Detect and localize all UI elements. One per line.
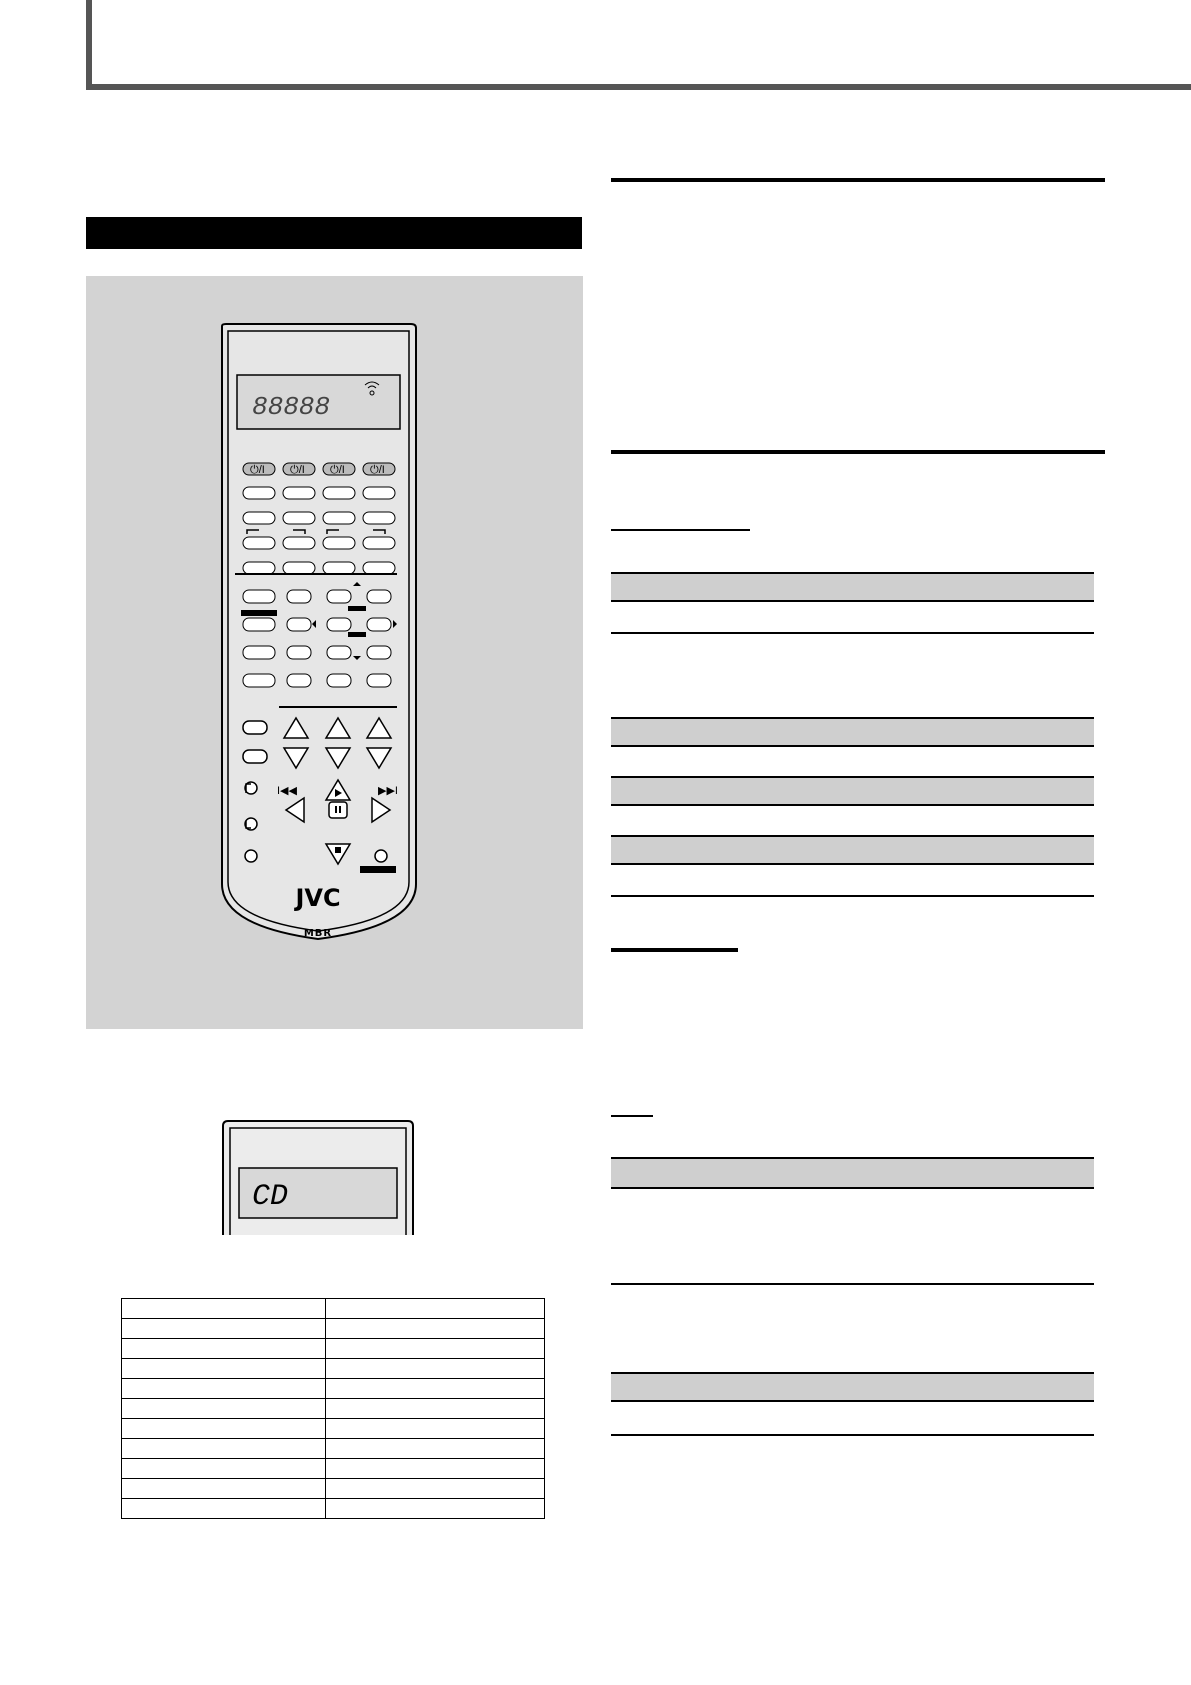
subheading-underline-1 — [611, 529, 750, 531]
standby-label-1: ⏻/I — [250, 464, 265, 476]
table-row — [122, 1499, 545, 1519]
section-rule-2 — [611, 450, 1105, 454]
remote-illustration-panel — [86, 276, 583, 1029]
standby-label-2: ⏻/I — [290, 464, 305, 476]
table-row — [122, 1379, 545, 1399]
table-row — [122, 1359, 545, 1379]
next-icon: ▶▶I — [378, 785, 398, 797]
table-row — [122, 1299, 545, 1319]
table-header-band-4 — [611, 835, 1094, 865]
model-logo: MBR — [303, 928, 333, 939]
note-underline — [611, 1115, 653, 1117]
table-rule-3 — [611, 1283, 1094, 1285]
table-row — [122, 1459, 545, 1479]
table-header-band-6 — [611, 1372, 1094, 1402]
display-closeup-illustration — [222, 1120, 414, 1235]
table-header-band-5 — [611, 1157, 1094, 1189]
table-header-band-3 — [611, 776, 1094, 806]
table-rule-1 — [611, 632, 1094, 634]
display-readout: CD — [252, 1180, 289, 1214]
section-heading-bar — [86, 217, 582, 249]
subheading-underline-2 — [611, 948, 738, 952]
code-table — [121, 1298, 545, 1519]
table-row — [122, 1339, 545, 1359]
standby-label-4: ⏻/I — [370, 464, 385, 476]
page-header-frame — [86, 0, 1191, 90]
remote-control-illustration — [86, 276, 583, 1029]
table-rule-4 — [611, 1434, 1094, 1436]
section-rule-1 — [611, 178, 1105, 182]
stop-icon — [335, 847, 341, 853]
table-header-band-1 — [611, 572, 1094, 602]
table-row — [122, 1399, 545, 1419]
table-header-band-2 — [611, 717, 1094, 747]
remote-display-segments: 88888 — [252, 392, 331, 422]
brand-logo: JVC — [295, 884, 341, 912]
standby-label-3: ⏻/I — [330, 464, 345, 476]
previous-icon: I◀◀ — [277, 785, 297, 797]
table-row — [122, 1439, 545, 1459]
table-row — [122, 1319, 545, 1339]
table-row — [122, 1479, 545, 1499]
table-rule-2 — [611, 895, 1094, 897]
table-row — [122, 1419, 545, 1439]
